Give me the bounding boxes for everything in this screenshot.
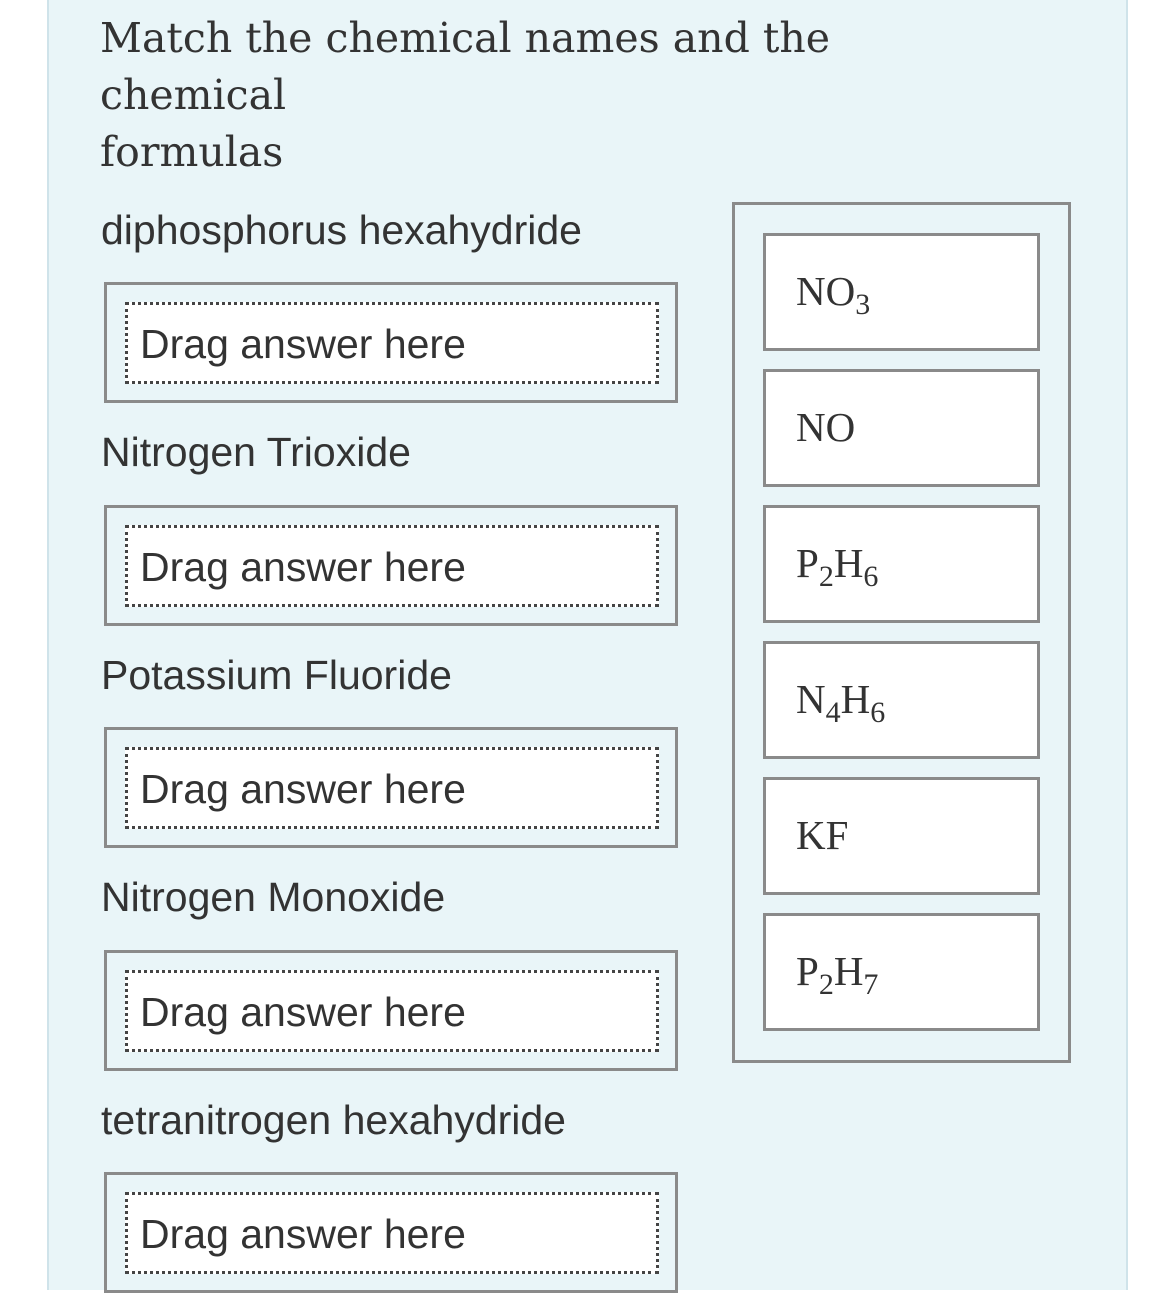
drop-zone-2[interactable] — [104, 505, 678, 626]
drop-target-5[interactable] — [125, 1192, 659, 1274]
formula-p2h7: $P_2H_7$ — [796, 948, 879, 1002]
drop-zone-1[interactable] — [104, 282, 678, 403]
answer-chip-no3[interactable] — [763, 233, 1040, 351]
drop-zone-3[interactable] — [104, 727, 678, 848]
question-line-1: Match the chemical names and the chemical — [100, 14, 830, 119]
drop-placeholder-2: Drag answer here — [140, 544, 466, 590]
question-text — [100, 10, 1000, 181]
formula-p2h6: $P_2H_6$ — [796, 540, 879, 594]
item-label-diphosphorus-hexahydride: diphosphorus hexahydride — [101, 207, 582, 253]
answer-chip-n4h6[interactable] — [763, 641, 1040, 759]
question-line-2: formulas — [100, 128, 284, 176]
item-label-nitrogen-monoxide: Nitrogen Monoxide — [101, 874, 446, 920]
drop-zone-5[interactable] — [104, 1172, 678, 1293]
item-label-tetranitrogen-hexahydride: tetranitrogen hexahydride — [101, 1097, 566, 1143]
drop-target-3[interactable] — [125, 747, 659, 829]
drop-target-2[interactable] — [125, 525, 659, 607]
drop-placeholder-4: Drag answer here — [140, 989, 466, 1035]
formula-no: NO — [796, 404, 856, 450]
answer-chip-p2h7[interactable] — [763, 913, 1040, 1031]
answer-chip-p2h6[interactable] — [763, 505, 1040, 623]
item-label-nitrogen-trioxide: Nitrogen Trioxide — [101, 429, 411, 475]
drop-placeholder-5: Drag answer here — [140, 1211, 466, 1257]
formula-kf: KF — [796, 812, 849, 858]
formula-no3: $NO_3$ — [796, 268, 871, 322]
answer-chip-no[interactable] — [763, 369, 1040, 487]
drop-target-1[interactable] — [125, 302, 659, 384]
drop-placeholder-3: Drag answer here — [140, 766, 466, 812]
drop-placeholder-1: Drag answer here — [140, 321, 466, 367]
formula-n4h6: $N_4H_6$ — [796, 676, 886, 730]
answer-chip-kf[interactable] — [763, 777, 1040, 895]
drop-zone-4[interactable] — [104, 950, 678, 1071]
drop-target-4[interactable] — [125, 970, 659, 1052]
item-label-potassium-fluoride: Potassium Fluoride — [101, 652, 452, 698]
